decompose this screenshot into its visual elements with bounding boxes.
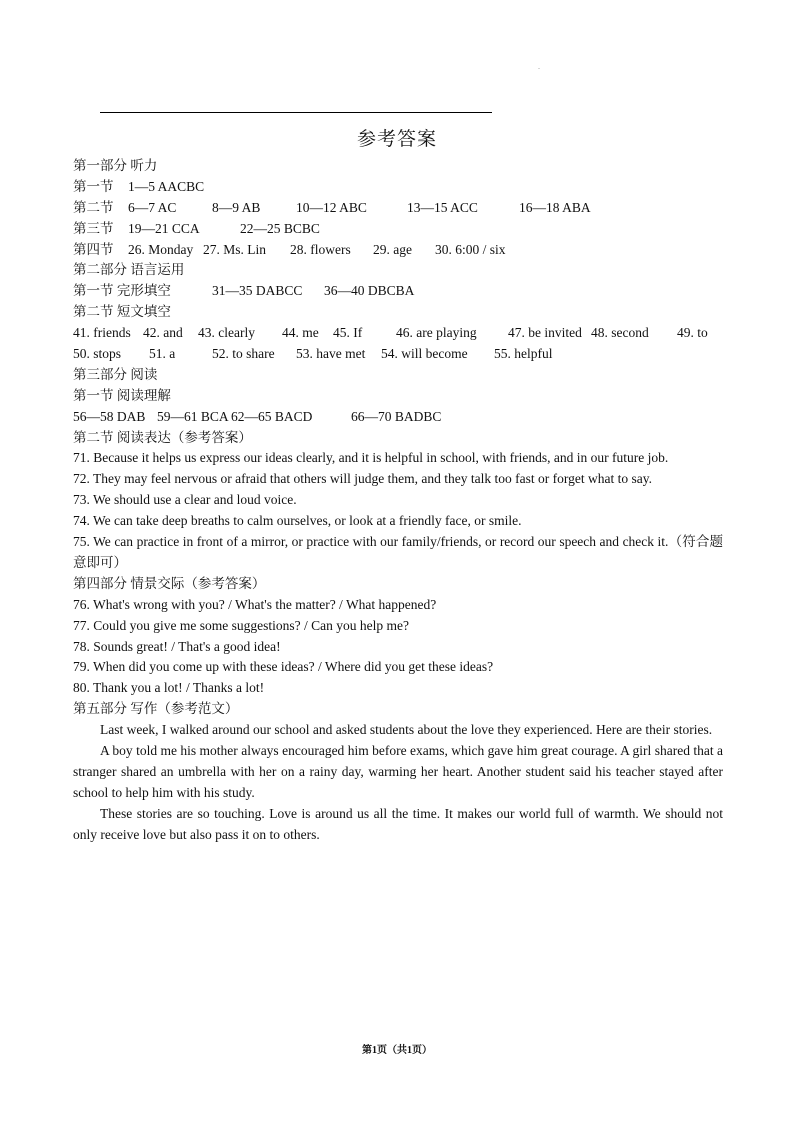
answer-item: 51. a [149, 346, 176, 362]
answer-item: 47. be invited [508, 325, 582, 341]
answer-item: 53. have met [296, 346, 366, 362]
page-number: 第1页（共1页） [362, 1045, 432, 1056]
answer-item: 41. friends [73, 325, 131, 341]
answer-item: 28. flowers [290, 241, 351, 257]
answer-item: 66—70 BADBC [351, 408, 442, 424]
p1-section1 [73, 177, 723, 198]
p1-section2 [73, 198, 723, 219]
corner-mark: . [538, 62, 540, 71]
answer-item: 6—7 AC [128, 199, 177, 215]
essay-paragraph-2: A boy told me his mother always encouraged him before exams, which gave him great courage. A girl shared that a stranger shared an umbrella with her on a rainy day, warming her heart. Another student said his teacher stayed after school to help him with his study. [73, 742, 723, 800]
answer-item: 16—18 ABA [519, 199, 591, 215]
answer-72: 72. They may feel nervous or afraid that others will judge them, and they talk too fast or forget what to say. [73, 471, 652, 487]
answer-79: 79. When did you come up with these ideas? / Where did you get these ideas? [73, 659, 494, 675]
answer-item: 44. me [282, 325, 319, 341]
answer-item: 29. age [373, 241, 412, 257]
answer-item: 22—25 BCBC [240, 220, 320, 236]
p3-section2-heading: 第二节 阅读表达（参考答案） [73, 429, 252, 445]
part5-heading: 第五部分 写作（参考范文） [73, 701, 239, 717]
section-label: 第三节 [73, 220, 114, 236]
part2-heading: 第二部分 语言运用 [73, 262, 185, 278]
p2-section1 [73, 281, 723, 302]
section-label: 第二节 [73, 199, 114, 215]
part3-heading: 第三部分 阅读 [73, 366, 158, 382]
section-label: 第一节 [73, 178, 114, 194]
answer-item: 54. will become [381, 346, 468, 362]
answer-item: 55. helpful [494, 346, 553, 362]
answer-item: 45. If [333, 325, 363, 341]
answer-item: 56—58 DAB [73, 408, 146, 424]
page-title: 参考答案 [356, 129, 437, 150]
answer-item: 59—61 BCA [157, 408, 229, 424]
answer-item: 36—40 DBCBA [324, 283, 415, 299]
p2-section2-heading: 第二节 短文填空 [73, 304, 171, 320]
answer-item: 27. Ms. Lin [203, 241, 267, 257]
answer-71: 71. Because it helps us express our ideas clearly, and it is helpful in school, with friends, and in our future job. [73, 450, 669, 466]
answer-77: 77. Could you give me some suggestions? / Can you help me? [73, 617, 409, 633]
header-rule [100, 112, 492, 113]
p1-section4 [73, 240, 723, 261]
answer-item: 26. Monday [128, 241, 194, 257]
answer-75: 75. We can practice in front of a mirror, or practice with our family/friends, or record our speech and check it.（符合题意即可） [73, 534, 723, 570]
answer-item: 13—15 ACC [407, 199, 478, 215]
cloze-row-1 [73, 323, 723, 344]
answer-item: 62—65 BACD [231, 408, 313, 424]
part4-heading: 第四部分 情景交际（参考答案） [73, 575, 266, 591]
answer-80: 80. Thank you a lot! / Thanks a lot! [73, 680, 265, 696]
answer-content [73, 156, 723, 846]
answer-74: 74. We can take deep breaths to calm ourselves, or look at a friendly face, or smile. [73, 513, 522, 529]
section-label: 第一节 完形填空 [73, 283, 171, 299]
answer-item: 8—9 AB [212, 199, 261, 215]
answer-item: 49. to [677, 325, 708, 341]
p1-section3 [73, 219, 723, 240]
answer-item: 19—21 CCA [128, 220, 200, 236]
section-label: 第四节 [73, 241, 114, 257]
reading-answers [73, 407, 723, 428]
answer-item: 43. clearly [198, 325, 255, 341]
answer-item: 52. to share [212, 346, 275, 362]
essay-paragraph-1: Last week, I walked around our school and asked students about the love they experienced. Here are their stories. [100, 722, 713, 738]
answer-73: 73. We should use a clear and loud voice. [73, 492, 297, 508]
essay-paragraph-3: These stories are so touching. Love is around us all the time. It makes our world full of warmth. We should not only receive love but also pass it on to others. [73, 805, 723, 842]
answer-78: 78. Sounds great! / That's a good idea! [73, 638, 281, 654]
answer-item: 42. and [143, 325, 183, 341]
p3-section1-heading: 第一节 阅读理解 [73, 387, 171, 403]
answer-item: 48. second [591, 325, 649, 341]
part1-heading: 第一部分 听力 [73, 158, 158, 173]
answer-item: 30. 6:00 / six [435, 241, 506, 257]
answer-76: 76. What's wrong with you? / What's the matter? / What happened? [73, 596, 437, 612]
answer-item: 31—35 DABCC [212, 283, 303, 299]
answer-item: 1—5 AACBC [128, 178, 205, 194]
answer-item: 46. are playing [396, 325, 477, 341]
answer-item: 10—12 ABC [296, 199, 367, 215]
cloze-row-2 [73, 344, 723, 365]
answer-item: 50. stops [73, 346, 122, 362]
